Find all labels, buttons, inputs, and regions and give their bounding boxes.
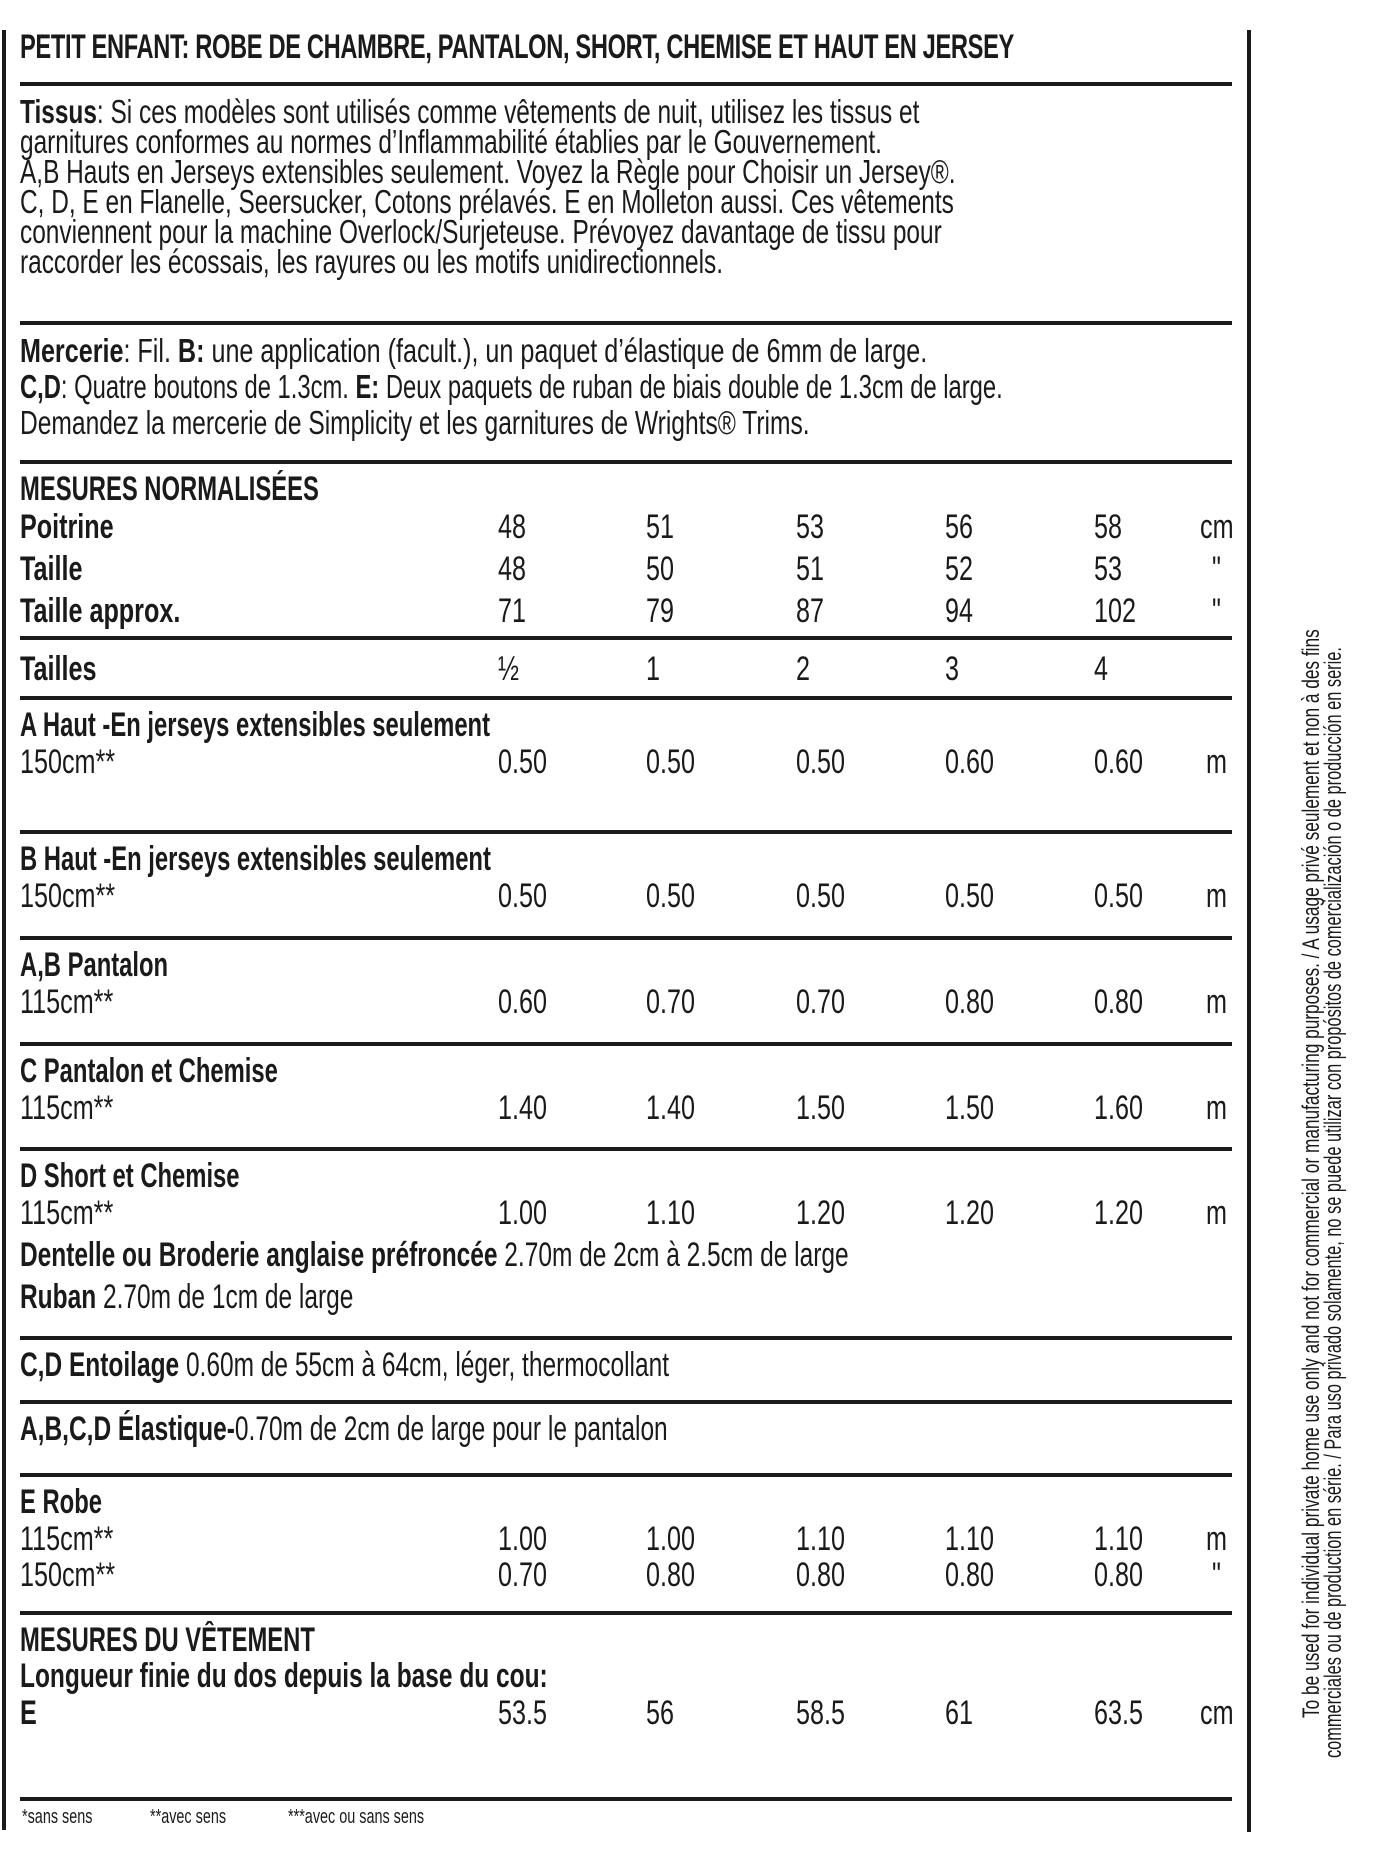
divider — [20, 1042, 1232, 1046]
divider — [20, 1336, 1232, 1340]
section-heading-b-haut: B Haut -En jerseys extensibles seulement — [20, 840, 491, 878]
table-row: 115cm** 1.40 1.40 1.50 1.50 1.60 m — [20, 1089, 1227, 1127]
tissus-line-5: conviennent pour la machine Overlock/Surjeteuse. Prévoyez davantage de tissu pour — [20, 213, 942, 250]
mercerie-line-2: C,D: Quatre boutons de 1.3cm. E: Deux paquets de ruban de biais double de 1.3cm de large. — [20, 368, 1003, 405]
ruban-line: Ruban 2.70m de 1cm de large — [20, 1278, 354, 1316]
tissus-line-2: garnitures conformes au normes d’Inflammabilité établies par le Gouvernement. — [20, 123, 882, 160]
divider — [20, 460, 1232, 464]
footnote-avec-ou-sans-sens: ***avec ou sans sens — [288, 1806, 425, 1828]
section-heading-mesures-vetement: MESURES DU VÊTEMENT — [20, 1621, 315, 1659]
divider — [20, 321, 1232, 325]
tissus-label: Tissus — [20, 93, 97, 130]
dentelle-line: Dentelle ou Broderie anglaise préfroncée 2.70m de 2cm à 2.5cm de large — [20, 1236, 849, 1274]
table-row-taille: Taille 48 50 51 52 53 " — [20, 550, 1221, 588]
divider — [20, 696, 1232, 700]
section-heading-d-short-chemise: D Short et Chemise — [20, 1157, 240, 1195]
table-row-poitrine: Poitrine 48 51 53 56 58 cm — [20, 508, 1234, 546]
mercerie-label: Mercerie — [20, 332, 124, 369]
section-heading-c-pantalon-chemise: C Pantalon et Chemise — [20, 1052, 278, 1090]
table-row: 150cm** 0.50 0.50 0.50 0.50 0.50 m — [20, 877, 1227, 915]
tissus-line-6: raccorder les écossais, les rayures ou les motifs unidirectionnels. — [20, 243, 724, 280]
section-heading-a-haut: A Haut -En jerseys extensibles seulement — [20, 706, 491, 744]
table-row: 150cm** 0.50 0.50 0.50 0.60 0.60 m — [20, 743, 1227, 781]
table-row: 115cm** 1.00 1.10 1.20 1.20 1.20 m — [20, 1194, 1227, 1232]
side-notice-line-2: commerciales ou de production en série. / Para uso privado solamente, no se puede utilizar con propósitos de comercialización o de producción en serie. — [1320, 647, 1347, 1758]
section-heading-ab-pantalon: A,B Pantalon — [20, 946, 169, 984]
left-border — [2, 30, 6, 1830]
divider — [20, 936, 1232, 940]
divider — [20, 1797, 1232, 1801]
elastique-line: A,B,C,D Élastique-0.70m de 2cm de large pour le pantalon — [20, 1410, 668, 1448]
divider — [20, 830, 1232, 834]
divider — [20, 1400, 1232, 1404]
section-heading-mesures-normalisees: MESURES NORMALISÉES — [20, 470, 319, 508]
table-row: 115cm** 0.60 0.70 0.70 0.80 0.80 m — [20, 983, 1227, 1021]
table-row-e-longueur: E 53.5 56 58.5 61 63.5 cm — [20, 1694, 1234, 1732]
footnote-avec-sens: **avec sens — [150, 1806, 227, 1828]
mercerie-line-1: Mercerie: Fil. B: une application (facult.), un paquet d’élastique de 6mm de large. — [20, 332, 928, 369]
divider — [20, 82, 1232, 86]
section-subheading-longueur: Longueur finie du dos depuis la base du cou: — [20, 1657, 548, 1695]
divider — [20, 1147, 1232, 1151]
entoilage-line: C,D Entoilage 0.60m de 55cm à 64cm, léger, thermocollant — [20, 1346, 670, 1384]
right-border — [1247, 30, 1251, 1832]
tissus-line-4: C, D, E en Flanelle, Seersucker, Cotons prélavés. E en Molleton aussi. Ces vêtements — [20, 183, 954, 220]
table-row: 115cm** 1.00 1.00 1.10 1.10 1.10 m — [20, 1520, 1227, 1558]
section-heading-e-robe: E Robe — [20, 1483, 102, 1521]
page-title: PETIT ENFANT: ROBE DE CHAMBRE, PANTALON, SHORT, CHEMISE ET HAUT EN JERSEY — [20, 28, 1014, 66]
tissus-line-1: Tissus: Si ces modèles sont utilisés comme vêtements de nuit, utilisez les tissus et — [20, 93, 920, 130]
mercerie-line-3: Demandez la mercerie de Simplicity et les garnitures de Wrights® Trims. — [20, 404, 810, 441]
divider — [20, 1611, 1232, 1615]
footnote-sans-sens: *sans sens — [22, 1806, 93, 1828]
table-row-tailles: Tailles ½ 1 2 3 4 — [20, 650, 1109, 688]
divider — [20, 636, 1232, 640]
divider — [20, 1473, 1232, 1477]
table-row-taille-approx: Taille approx. 71 79 87 94 102 " — [20, 592, 1221, 630]
tissus-line-3: A,B Hauts en Jerseys extensibles seulement. Voyez la Règle pour Choisir un Jersey®. — [20, 153, 956, 190]
side-notice-line-1: To be used for individual private home use only and not for commercial or manufacturing purposes. / A usage privé seulement et non à des fins — [1298, 629, 1325, 1718]
table-row: 150cm** 0.70 0.80 0.80 0.80 0.80 " — [20, 1556, 1221, 1594]
